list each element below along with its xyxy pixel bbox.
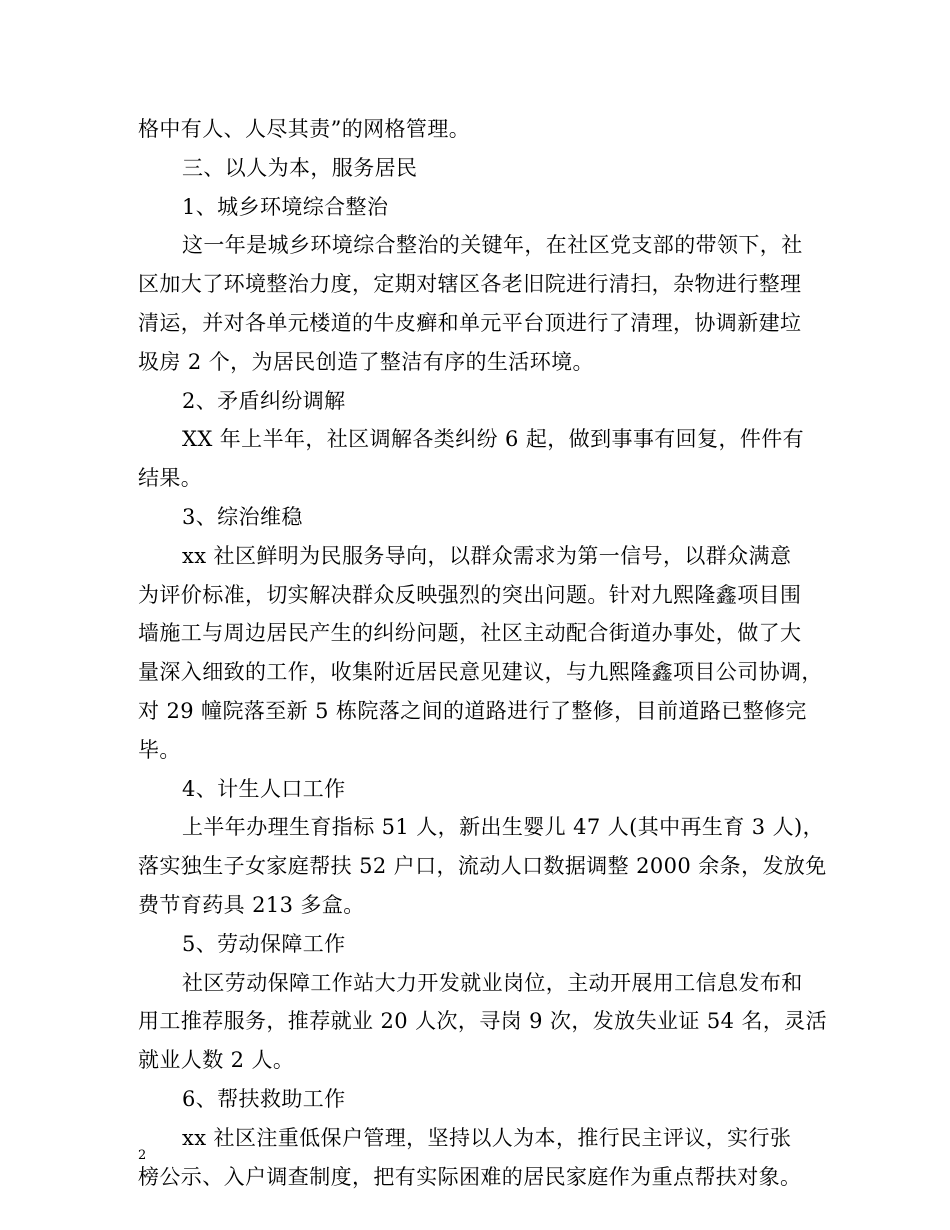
text-line: 清运，并对各单元楼道的牛皮癣和单元平台顶进行了清理，协调新建垃 (138, 310, 802, 335)
text-line: 结果。 (138, 466, 203, 491)
text-line: 对 29 幢院落至新 5 栋院落之间的道路进行了整修，目前道路已整修完 (138, 698, 807, 723)
text-line: 圾房 2 个，为居民创造了整洁有序的生活环境。 (138, 349, 594, 374)
text-line: 社区劳动保障工作站大力开发就业岗位，主动开展用工信息发布和 (182, 970, 803, 995)
text-line: 为评价标准，切实解决群众反映强烈的突出问题。针对九熙隆鑫项目围 (138, 582, 802, 607)
text-line: xx 社区鲜明为民服务导向，以群众需求为第一信号，以群众满意 (182, 543, 792, 568)
text-line: 量深入细致的工作，收集附近居民意见建议，与九熙隆鑫项目公司协调， (138, 660, 823, 685)
page-number: 2 (138, 1148, 147, 1163)
text-line: xx 社区注重低保户管理，坚持以人为本，推行民主评议，实行张 (182, 1125, 792, 1150)
text-line: 4、计生人口工作 (182, 776, 346, 801)
text-line: 这一年是城乡环境综合整治的关键年，在社区党支部的带领下，社 (182, 233, 803, 258)
text-line: XX 年上半年，社区调解各类纠纷 6 起，做到事事有回复，件件有 (182, 427, 805, 452)
text-line: 6、帮扶救助工作 (182, 1086, 346, 1111)
text-line: 墙施工与周边居民产生的纠纷问题，社区主动配合街道办事处，做了大 (138, 621, 802, 646)
text-line: 1、城乡环境综合整治 (182, 194, 389, 219)
text-line: 格中有人、人尽其责”的网格管理。 (138, 117, 471, 141)
text-line: 上半年办理生育指标 51 人，新出生婴儿 47 人(其中再生育 3 人)， (182, 815, 825, 840)
text-line: 三、以人为本，服务居民 (182, 155, 418, 180)
text-line: 5、劳动保障工作 (182, 931, 346, 956)
text-line: 费节育药具 213 多盒。 (138, 892, 365, 917)
text-line: 2、矛盾纠纷调解 (182, 388, 346, 413)
document-body (138, 110, 828, 1196)
text-line: 就业人数 2 人。 (138, 1048, 295, 1073)
text-line: 毕。 (138, 737, 181, 762)
text-line: 区加大了环境整治力度，定期对辖区各老旧院进行清扫，杂物进行整理 (138, 272, 802, 297)
text-line: 落实独生子女家庭帮扶 52 户口，流动人口数据调整 2000 余条，发放免 (138, 854, 827, 879)
text-line: 用工推荐服务，推荐就业 20 人次，寻岗 9 次，发放失业证 54 名，灵活 (138, 1009, 828, 1034)
text-line: 榜公示、入户调查制度，把有实际困难的居民家庭作为重点帮扶对象。 (138, 1164, 802, 1189)
text-line: 3、综治维稳 (182, 504, 303, 529)
